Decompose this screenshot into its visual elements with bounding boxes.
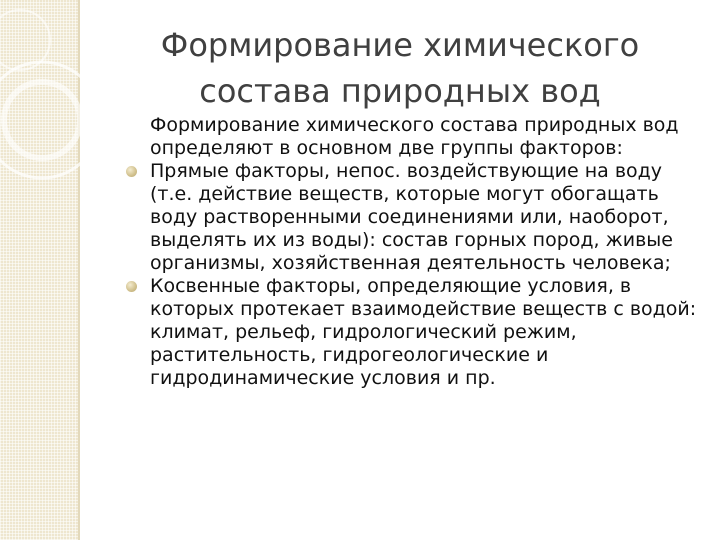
circle-bullet-icon: [126, 281, 137, 292]
bullet-text: Косвенные факторы, определяющие условия, в которых протекает взаимодействие веществ с водой: климат, рельеф, гидрологический режим, растительность, гидрогеологические и гидродинамические условия и пр.: [150, 275, 697, 389]
bullet-item-indirect-factors: [130, 275, 705, 390]
bullet-text: Прямые факторы, непос. воздействующие на воду (т.е. действие веществ, которые могут обогащать воду растворенными соединениями или, наоборот, выделять их из воды): состав горных пород, живые организмы, хозяйственная деятельность человека;: [150, 160, 673, 274]
slide-body: [130, 114, 705, 390]
intro-paragraph: Формирование химического состава природных вод определяют в основном две группы факторов:: [150, 114, 679, 159]
circle-bullet-icon: [126, 166, 137, 177]
concentric-circles-decoration: [0, 0, 80, 200]
slide-title-line-2: состава природных вод: [199, 72, 601, 110]
bullet-item-direct-factors: [130, 160, 705, 275]
slide-title-line-1: Формирование химического: [160, 26, 640, 64]
slide-title: [120, 22, 680, 114]
